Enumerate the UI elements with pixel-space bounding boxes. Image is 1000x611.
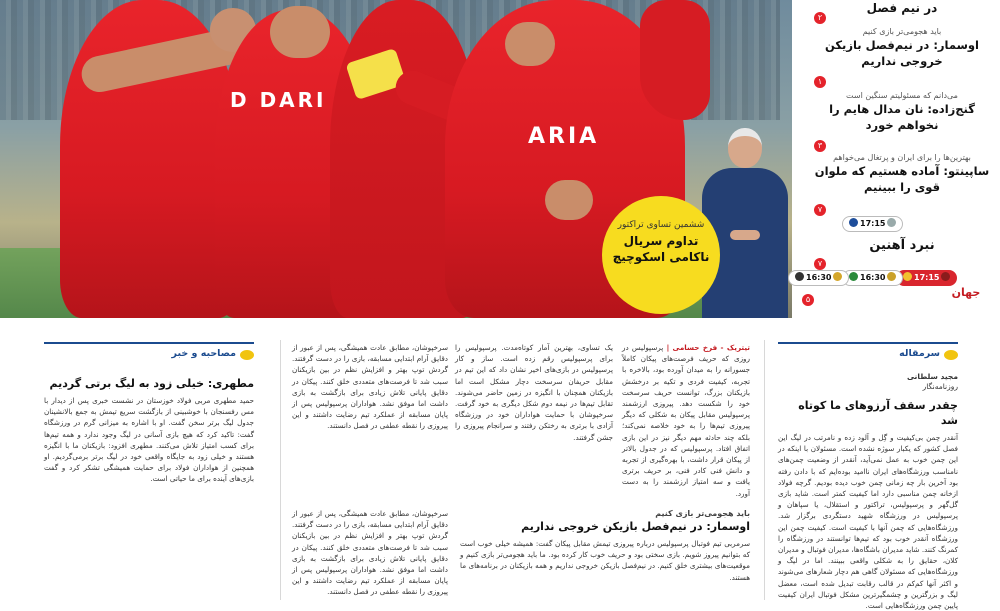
match-time-chip [842,216,903,232]
hero-news-item-1[interactable] [814,26,990,86]
match-report-body-4: سرخپوشان، مطابق عادت همیشگی، پس از عبور از دقایق آرام ابتدایی مسابقه، بازی را در دست گرفتند. گردش توپ بهتر و افزایش نظم در بین بازیکنان سبب شد تا فرصت‌های متعددی خلق کنند. پیکان در دقایق پایانی تلاش زیادی برای بازگشت به بازی داشت اما موفق نشد. هواداران پرسپولیس پس از پایان مسابقه از عملکرد تیم رضایت داشتند و این پیروزی را نقطه عطفی در فصل دانستند. [292,509,448,597]
osmar-kicker: باید هجومی‌تر بازی کنیم [655,509,750,518]
hero-news-item-4[interactable] [814,238,990,268]
hero-news-kicker: می‌دانم که مسئولیتم سنگین است [846,91,958,100]
hero-news-badge: ۲ [814,12,826,24]
match-time: 16:30 [806,273,832,282]
match-time-chip [788,270,849,286]
section-dot-icon [240,350,254,360]
match-report-column-4 [292,508,448,600]
section-label: سرمقاله [899,348,940,359]
shirt-sponsor-2: ARIA [528,124,600,149]
hero-news-title: اوسمار: در نیم‌فصل بازیکن خروجی نداریم [825,38,979,68]
hero-news-title: ساپینتو: آماده هستیم که ملوان قوی را ببینیم [814,164,990,194]
hero-news-badge: ۷ [814,204,826,216]
team-logo-icon [849,218,858,227]
hero-news-badge: ۱ [814,76,826,88]
osmar-story[interactable] [460,508,750,600]
section-dot-icon [944,350,958,360]
match-report-column-3 [292,342,448,522]
newspaper-logo: جهان [951,286,981,299]
interview-column [44,376,254,600]
coach-head [728,128,762,168]
hero-news-kicker: بهترین‌ها را برای ایران و پرتغال می‌خواهم [833,153,971,162]
shirt-sponsor-1: D DARI [230,88,327,112]
interview-body: حمید مطهری مربی فولاد خوزستان در نشست خبری پس از دیدار با مس رفسنجان با خوشبینی از بازگشت سریع تیمش به جمع بالانشینان جدول لیگ برتر سخن گفت. او با اشاره به میزانی گرم در ورزشگاه گفت: تاکید کرد که هیچ بازی آسانی در لیگ وجود ندارد و همه تیم‌ها برای کسب امتیاز تلاش می‌کنند. مطهری افزود: بازیکنان ما با انگیزه هستند و خیلی زود به جایگاه واقعی خود در لیگ برتر برمی‌گردیم. او همچنین از هواداران فولاد برای حمایت همیشگی تشکر کرد و گفت بازی‌های آینده برای ما حیاتی است. [44,396,254,484]
column-divider [280,340,281,600]
badge-title: تداوم سریال ناکامی اسکوچیچ [612,234,710,264]
match-time-chip [842,270,903,286]
hero-news-badge: ۳ [814,140,826,152]
editorial-body: آنقدر چمن بی‌کیفیت و گِل و آلود زده و نامرتب در لیگ این فصل کشور که یکبار سوژه نشده است. مسئولان با اینکه در این چمن خوب به عمل نمی‌آید، آنقدر از وضعیت چمن‌های نامناسب ورزشگاه‌های ایران ناامید بوده‌ایم که با دادن رفته بود آخرین بار چه زمانی چمن خوب دیده بودیم. گرچه فولاد ازخانه چمن مناسبی دارد اما کیفیت کمتر است. شاید بازی گل‌گهر و پرسپولیس، تراکتور و استقلال، یا سپاهان و پرسپولیس در ورزشگاه شهید دستگردی برگزار شد. ورزشگاه‌هایی که چمن آنها با کیفیت است. کیفیت چمن این ورزشگاه آنقدر خوب بود که تیم‌ها توانستند در ورزشگاه را کمرنگ کنند. شاید مدیران باشگاه‌ها، مدیران فوتبال و مدیران کلان، حقایق را به شکلی واقعی ببینند. اما در لیگ و ورزشگاه‌هایی که مسئولان گاهی هم دچار شعارهای می‌شوند و اکثر آنها کم‌کم در قالب رقابت تبدیل شده است، معضل لیگ و بزرگترین و چشمگیرترین مشکل فوتبال ایران کیفیت پایین چمن ورزشگاه‌هایی است. [778,433,958,611]
player-4-arm [640,0,710,120]
match-report-body-2: یک تساوی، بهترین آمار کوتاه‌مدت. پرسپولیس را برای پرسپولیس رقم زده است. ساز و کار پرسپولیس در بازی‌های اخیر نشان داد که این تیم در مقابل حریفان سرسخت دچار مشکل است اما بازیکنان همچنان با انگیزه در زمین حاضر می‌شوند. تقابل تیم‌ها در نیمه دوم شکل دیگری به خود گرفت. سرخپوشان با حمایت هواداران خود در ورزشگاه آزادی با برتری به رختکن رفتند و سرانجام پیروزی را جشن گرفتند. [455,343,613,442]
player-2-arm [270,6,330,58]
hero-news-column [792,0,1000,318]
hero-news-kicker: باید هجومی‌تر بازی کنیم [862,27,942,36]
column-divider [764,340,765,600]
team-logo-icon [887,272,896,281]
team-logo-icon [887,218,896,227]
player-4-fist-2 [505,22,555,66]
hero-news-item-3[interactable] [814,152,990,214]
match-time: 17:15 [860,219,886,228]
hero-news-item-2[interactable] [814,90,990,150]
team-logo-icon [833,272,842,281]
hero-news-title: نبرد آهنین [869,238,935,253]
match-report-body [622,342,750,499]
team-logo-icon [903,272,912,281]
osmar-body: سرمربی تیم فوتبال پرسپولیس درباره پیروزی تیمش مقابل پیکان گفت: همیشه خیلی خوب است که بتوانیم پیروز شویم. بازی سختی بود و حریف خوب کار کرده بود. ما باید هجومی‌تر بازی کنیم و موقعیت‌های بیشتری خلق کنیم. در نیم‌فصل بازیکن خروجی نداریم و همه بازیکنان در برنامه‌های ما هستند. [460,539,750,582]
author-role: روزنامه‌نگار [922,382,958,391]
match-report-body-3: سرخپوشان، مطابق عادت همیشگی، پس از عبور از دقایق آرام ابتدایی مسابقه، بازی را در دست گرفتند. گردش توپ بهتر و افزایش نظم در بین بازیکنان سبب شد تا فرصت‌های متعددی خلق کنند. پیکان در دقایق پایانی تلاش زیادی برای بازگشت به بازی داشت اما موفق نشد. هواداران پرسپولیس پس از پایان مسابقه از عملکرد تیم رضایت داشتند و این پیروزی را نقطه عطفی در فصل دانستند. [292,343,448,431]
editorial-column [778,372,958,611]
player-4-fist [545,180,593,220]
hero-news-title: در نیم فصل [866,1,938,15]
match-time: 17:15 [914,273,940,282]
section-label: مصاحبه و خبر [171,348,236,359]
hero-news-badge: ۷ [814,258,826,270]
interview-section-header [44,342,254,364]
team-logo-icon [849,272,858,281]
team-logo-icon [795,272,804,281]
interview-title[interactable]: مطهری: خیلی زود به لیگ برتی گردیم [49,377,254,390]
match-report-column [622,342,750,522]
articles-area [0,318,1000,611]
story-badge[interactable] [602,196,720,314]
editorial-section-header [778,342,958,364]
article-lead: تیتریک - فرخ حسامی | [663,343,750,352]
badge-kicker: ششمین تساوی تراکتور [617,220,705,230]
hero-news-title: گنج‌زاده: نان مدال هایم را نخواهم خورد [829,102,975,132]
hero-news-item-0[interactable] [814,0,990,22]
author-name: مجید سلطانی [906,372,958,381]
editorial-title[interactable]: چقدر سقف آرزوهای ما کوتاه شد [798,399,958,427]
match-report-column-2 [455,342,613,522]
match-time: 16:30 [860,273,886,282]
match-report-text: پرسپولیس در روزی که حریف فرصت‌های پیکان کاملاً جسورانه را به میدان آورده بود، بالاخره با تجربه، کیفیت فردی و تکیه بر درخشش بازیکنان بزرگ، توانست حریف سرسخت خود را شکست دهد. پیروزی ارزشمند پرسپولیس مقابل پیکان به شکلی که دیگر پیروزی تیم‌ها را به خود خلاصه نمی‌کند؛ بلکه چند حادثه مهم دیگر نیز در این بازی اتفاق افتاد. پرسپولیس که در جدول بالاتر از پیکان قرار داشت، با بهره‌گیری از تجربه و دانش فنی کادر فنی، بر حریف برتری یافت و سه امتیاز ارزشمند را به دست آورد. [622,343,750,498]
hero-news-badge: ۵ [802,294,814,306]
osmar-title: اوسمار: در نیم‌فصل بازیکن خروجی نداریم [521,520,750,533]
